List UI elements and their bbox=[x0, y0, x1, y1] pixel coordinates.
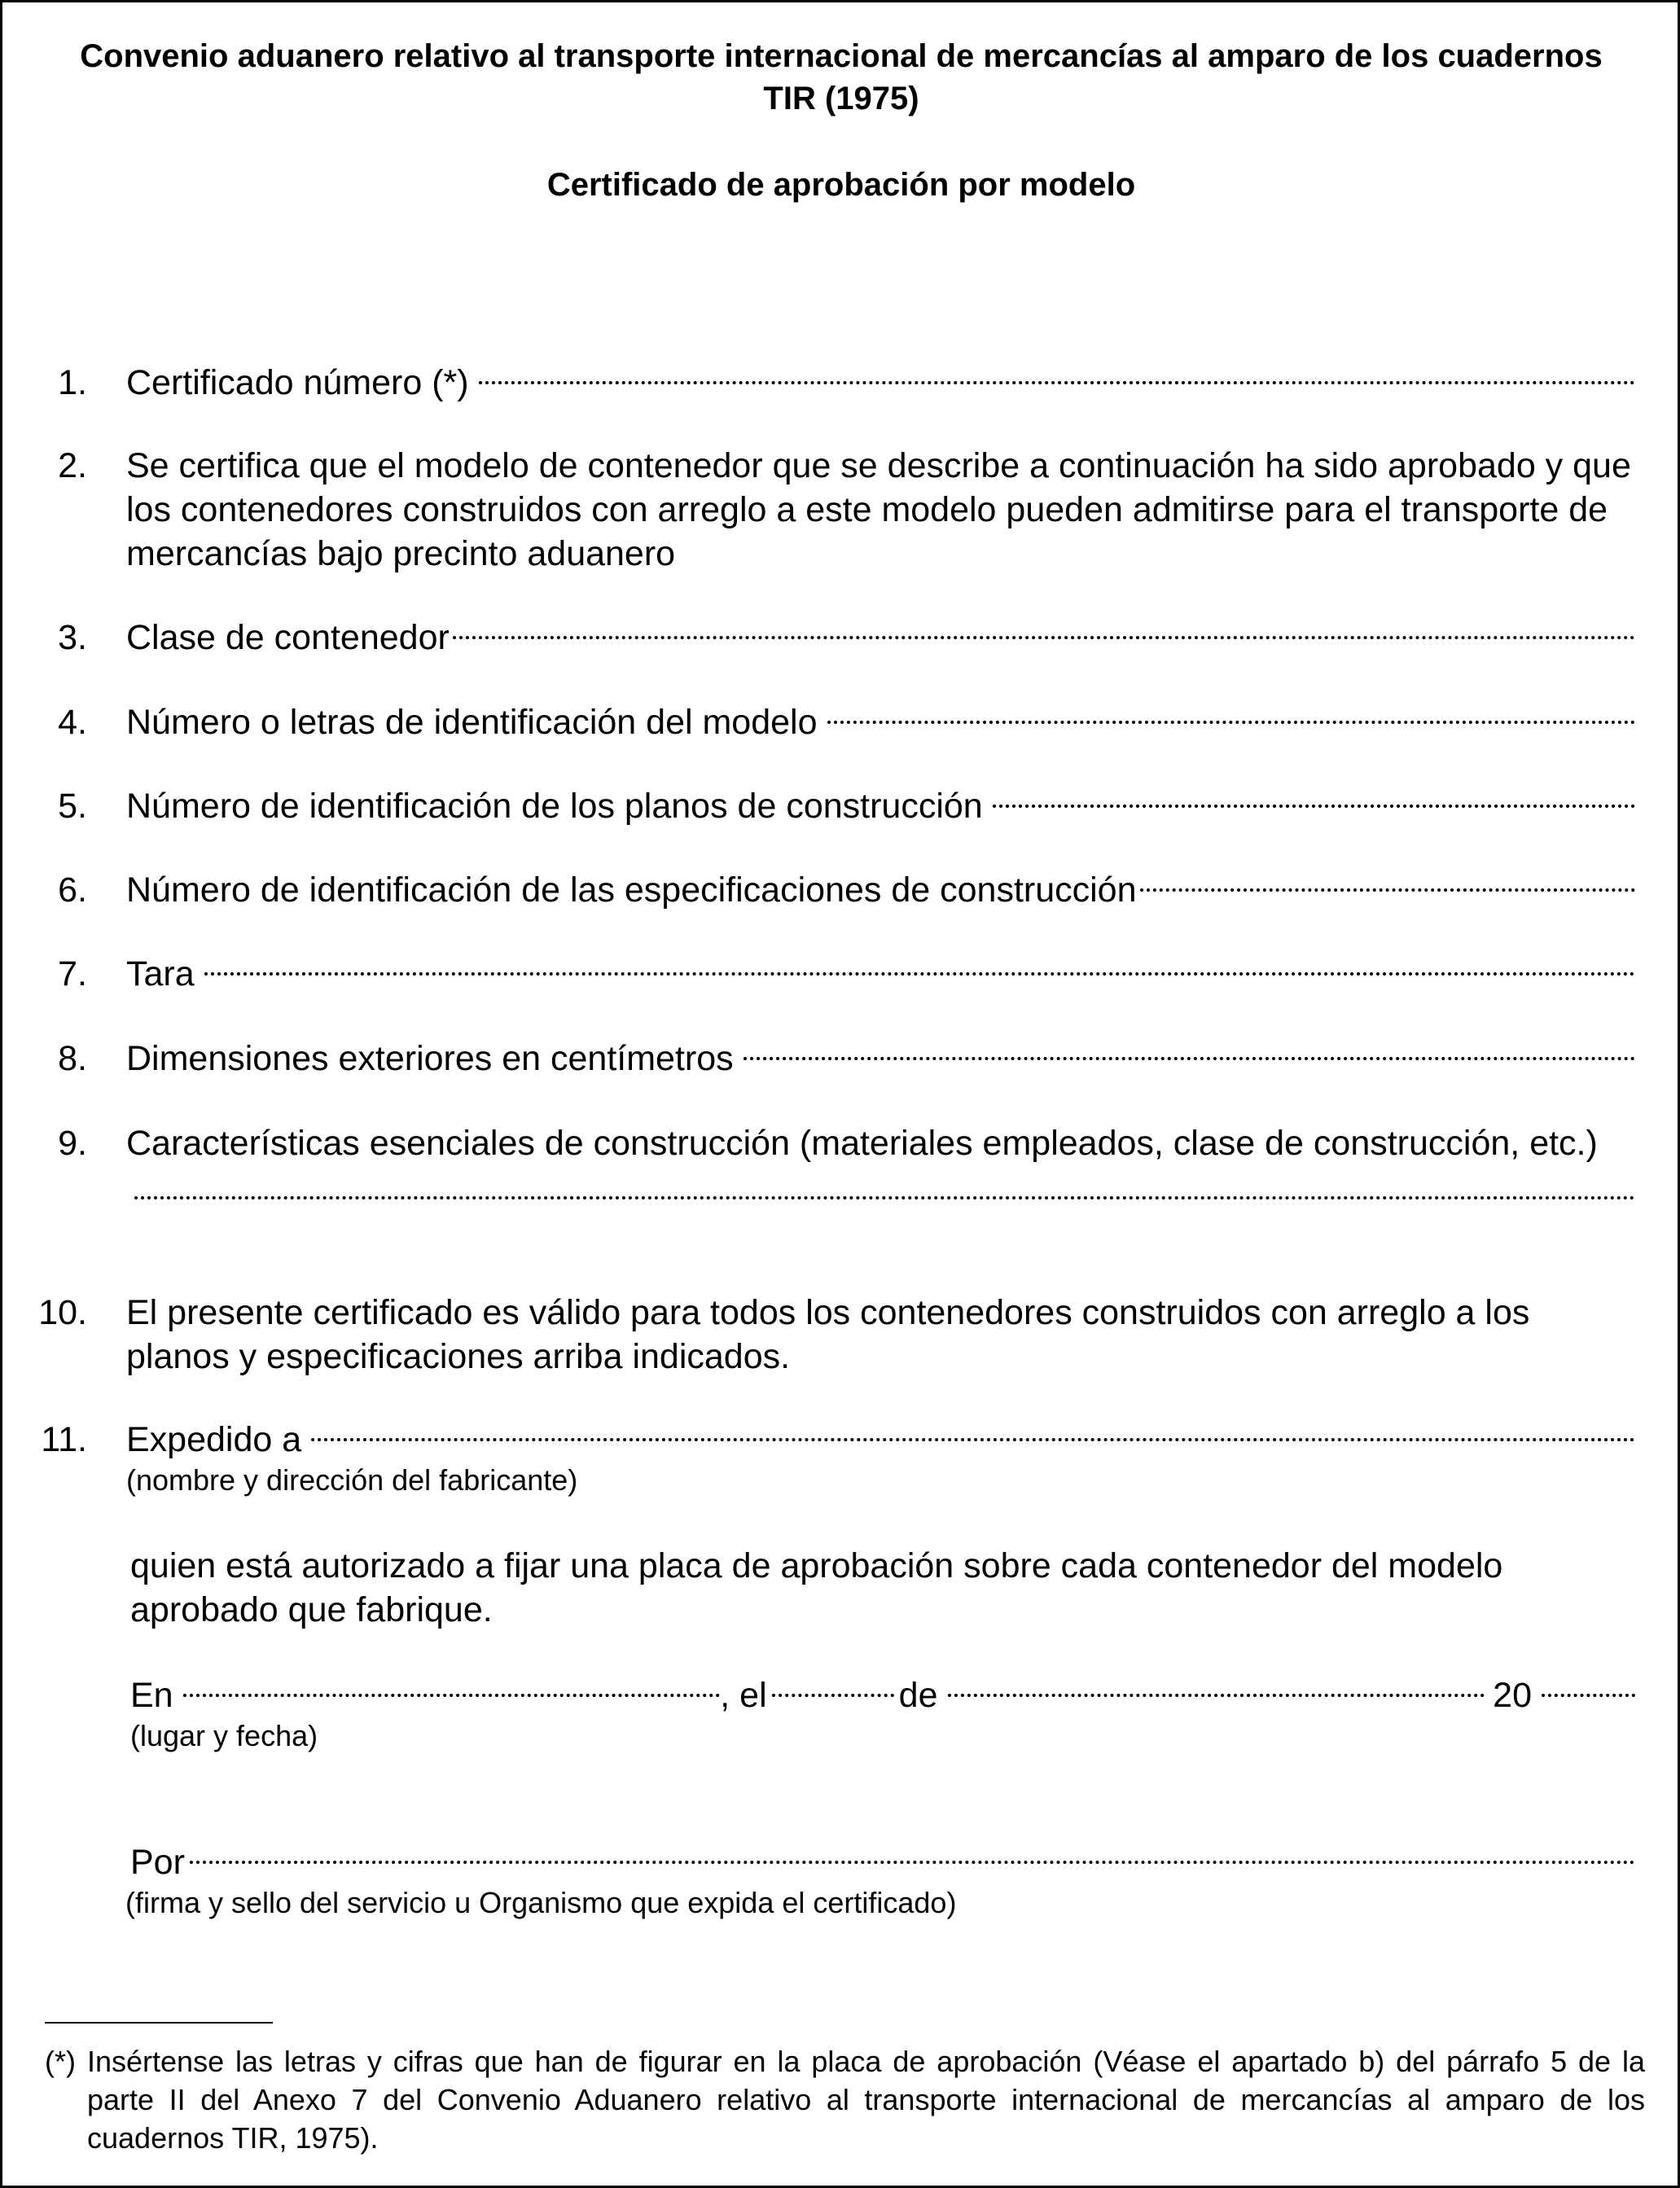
item-number: 4. bbox=[58, 703, 87, 742]
document-title: Convenio aduanero relativo al transporte internacional de mercancías al amparo de los cuadernos TIR (1975) bbox=[80, 38, 1603, 116]
comma-el-label: , el bbox=[720, 1676, 767, 1715]
footnote-text: Insértense las letras y cifras que han de figurar en la placa de aprobación (Véase el apartado b) del párrafo 5 de la parte II del Anexo 7 del Convenio Aduanero relativo al transporte internacional de mercancías al amparo de los cuadernos TIR, 1975). bbox=[87, 2045, 1645, 2155]
item-number: 5. bbox=[58, 787, 87, 826]
item-number: 2. bbox=[58, 446, 87, 485]
item-text: El presente certificado es válido para todos los contenedores construidos con arreglo a los planos y especificaciones arriba indicados. bbox=[126, 1293, 1530, 1376]
item-label: Expedido a bbox=[126, 1420, 302, 1459]
footnote-marker: (*) bbox=[45, 2045, 76, 2078]
item-number: 6. bbox=[58, 870, 87, 910]
item-number: 3. bbox=[58, 618, 87, 657]
fill-in-line[interactable] bbox=[453, 636, 1635, 639]
fill-in-line[interactable] bbox=[479, 381, 1635, 384]
fill-in-line[interactable] bbox=[1140, 888, 1635, 892]
item-label: Número de identificación de las especificaciones de construcción bbox=[126, 870, 1137, 910]
field-caption: (lugar y fecha) bbox=[130, 1719, 318, 1752]
item-label: Número de identificación de los planos de construcción bbox=[126, 787, 983, 826]
item-label: Tara bbox=[126, 954, 195, 993]
footnote-divider bbox=[45, 2022, 273, 2024]
item-text: Se certifica que el modelo de contenedor que se describe a continuación ha sido aprobado y que los contenedores construidos con arreglo a este modelo pueden admitirse para el transporte de mercancías bajo precinto aduanero bbox=[126, 446, 1631, 573]
item-number: 8. bbox=[58, 1039, 87, 1078]
place-field[interactable] bbox=[183, 1694, 721, 1697]
item-number: 11. bbox=[41, 1420, 87, 1459]
fill-in-line[interactable] bbox=[993, 805, 1635, 808]
footnote bbox=[45, 2042, 1645, 2157]
item-number: 1. bbox=[58, 363, 87, 402]
item-label: Clase de contenedor bbox=[126, 618, 450, 657]
item-number: 10. bbox=[38, 1293, 87, 1332]
item-number: 9. bbox=[58, 1124, 87, 1163]
item-label: Certificado número (*) bbox=[126, 363, 469, 402]
month-field[interactable] bbox=[948, 1694, 1485, 1697]
authorization-text: quien está autorizado a fijar una placa de aprobación sobre cada contenedor del modelo aprobado que fabrique. bbox=[130, 1546, 1503, 1629]
year-prefix: 20 bbox=[1493, 1676, 1533, 1715]
item-label: Número o letras de identificación del modelo bbox=[126, 703, 818, 742]
item-label: Características esenciales de construcción (materiales empleados, clase de construcción, etc.) bbox=[126, 1124, 1598, 1163]
fill-in-line[interactable] bbox=[827, 721, 1635, 724]
de-label: de bbox=[898, 1676, 938, 1715]
by-label: Por bbox=[130, 1843, 185, 1882]
fill-in-line[interactable] bbox=[311, 1438, 1635, 1441]
item-label: Dimensiones exteriores en centímetros bbox=[126, 1039, 734, 1078]
field-caption: (nombre y dirección del fabricante) bbox=[126, 1463, 578, 1497]
year-field[interactable] bbox=[1542, 1694, 1635, 1697]
signature-field[interactable] bbox=[190, 1861, 1635, 1864]
document-subtitle: Certificado de aprobación por modelo bbox=[546, 167, 1136, 203]
fill-in-line[interactable] bbox=[743, 1057, 1635, 1060]
fill-in-line[interactable] bbox=[204, 972, 1635, 976]
place-label: En bbox=[130, 1676, 173, 1715]
field-caption: (firma y sello del servicio u Organismo que expida el certificado) bbox=[125, 1886, 957, 1919]
fill-in-line[interactable] bbox=[134, 1196, 1635, 1199]
day-field[interactable] bbox=[772, 1694, 894, 1697]
item-number: 7. bbox=[58, 954, 87, 993]
